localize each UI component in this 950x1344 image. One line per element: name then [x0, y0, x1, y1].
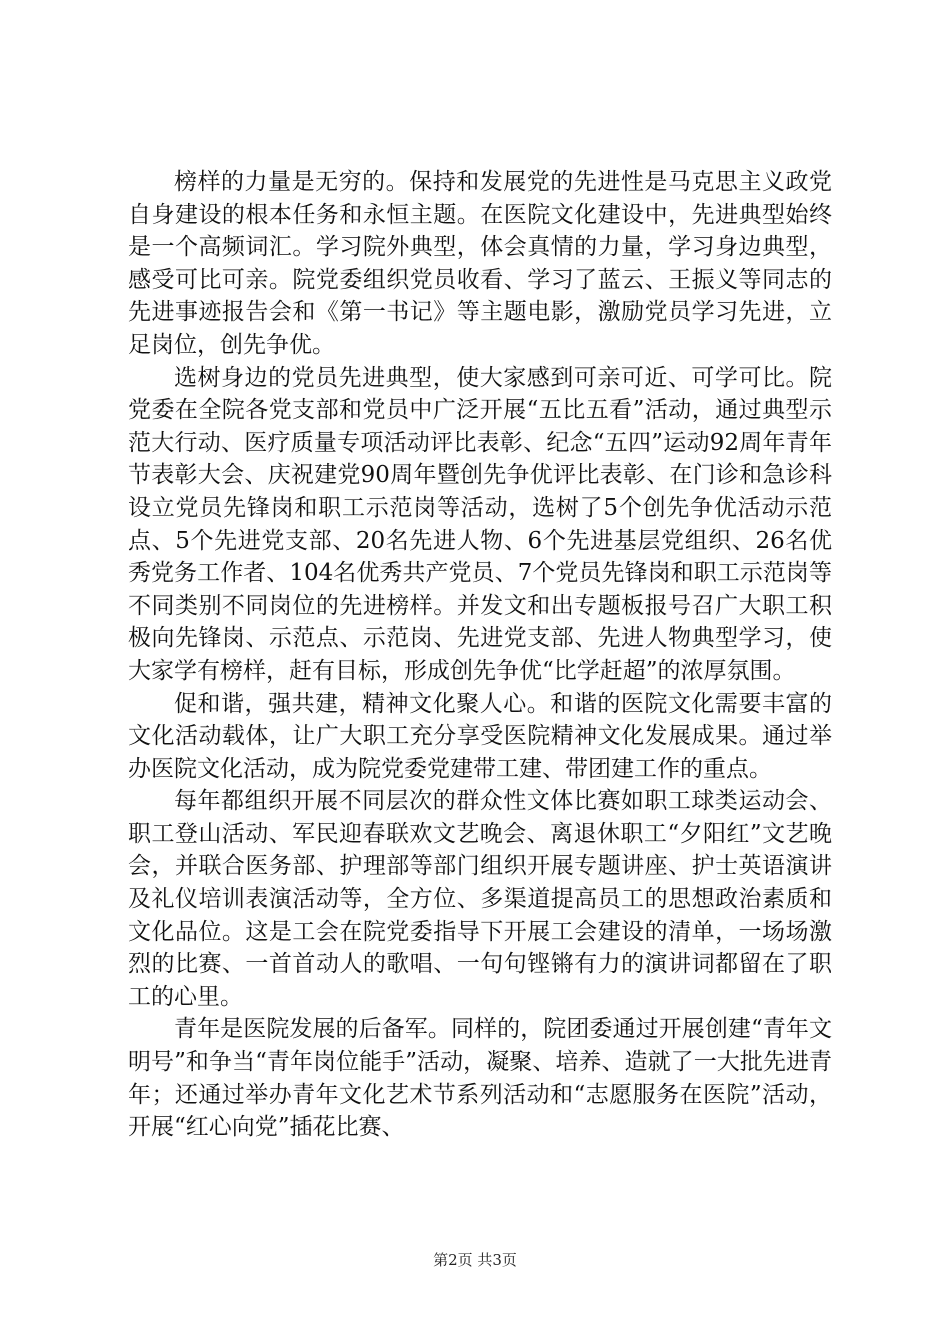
paragraph-cultural-activities: 每年都组织开展不同层次的群众性文体比赛如职工球类运动会、职工登山活动、军民迎春联欢文艺晚会、离退休职工“夕阳红”文艺晚会，并联合医务部、护理部等部门组织开展专题讲座、护士英语演讲及礼仪培训表演活动等，全方位、多渠道提高员工的思想政治素质和文化品位。这是工会在院党委指导下开展工会建设的清单，一场场激烈的比赛、一首首动人的歌唱、一句句铿锵有力的演讲词都留在了职工的心里。 [128, 788, 832, 1010]
document-body [128, 166, 832, 1144]
paragraph-harmony: 促和谐，强共建，精神文化聚人心。和谐的医院文化需要丰富的文化活动载体，让广大职工充分享受医院精神文化发展成果。通过举办医院文化活动，成为院党委党建带工建、带团建工作的重点。 [128, 690, 832, 782]
paragraph-select-models: 选树身边的党员先进典型，使大家感到可亲可近、可学可比。院党委在全院各党支部和党员中广泛开展“五比五看”活动，通过典型示范大行动、医疗质量专项活动评比表彰、纪念“五四”运动92周年青年节表彰大会、庆祝建党90周年暨创先争优评比表彰、在门诊和急诊科设立党员先锋岗和职工示范岗等活动，选树了5个创先争优活动示范点、5个先进党支部、20名先进人物、6个先进基层党组织、26名优秀党务工作者、104名优秀共产党员、7个党员先锋岗和职工示范岗等不同类别不同岗位的先进榜样。并发文和出专题板报号召广大职工积极向先锋岗、示范点、示范岗、先进党支部、先进人物典型学习，使大家学有榜样，赶有目标，形成创先争优“比学赶超”的浓厚氛围。 [128, 364, 832, 684]
paragraph-youth: 青年是医院发展的后备军。同样的，院团委通过开展创建“青年文明号”和争当“青年岗位能手”活动，凝聚、培养、造就了一大批先进青年；还通过举办青年文化艺术节系列活动和“志愿服务在医院”活动，开展“红心向党”插花比赛、 [128, 1016, 832, 1141]
page-number-footer: 第2页 共3页 [433, 1251, 517, 1269]
paragraph-role-models: 榜样的力量是无穷的。保持和发展党的先进性是马克思主义政党自身建设的根本任务和永恒主题。在医院文化建设中，先进典型始终是一个高频词汇。学习院外典型，体会真情的力量，学习身边典型，感受可比可亲。院党委组织党员收看、学习了蓝云、王振义等同志的先进事迹报告会和《第一书记》等主题电影，激励党员学习先进，立足岗位，创先争优。 [128, 169, 832, 358]
